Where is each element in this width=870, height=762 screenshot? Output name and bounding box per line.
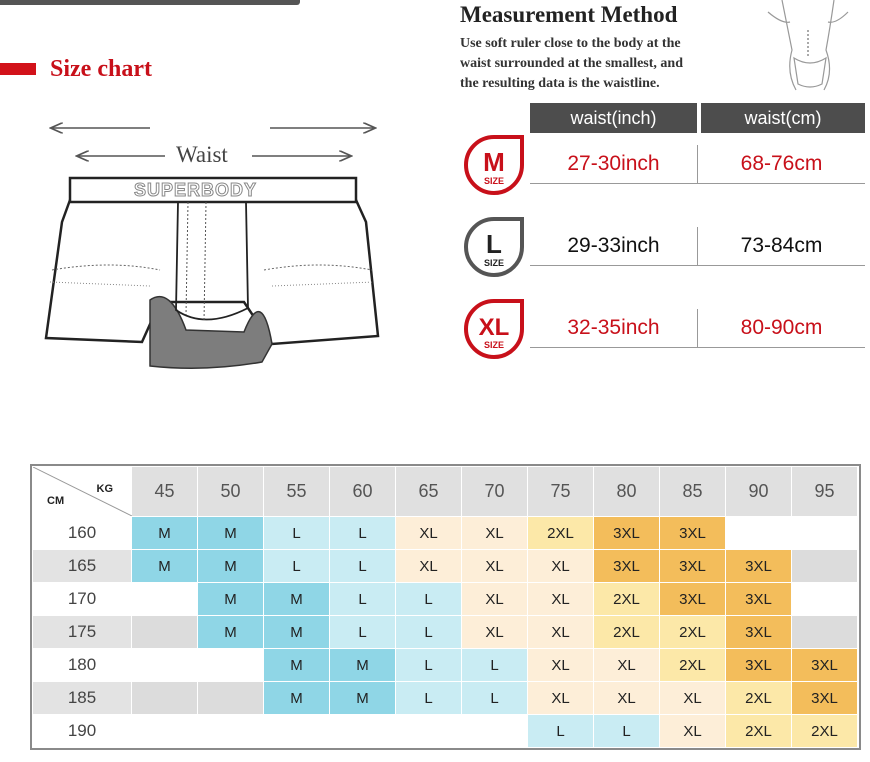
size-cell: 3XL — [660, 583, 726, 616]
size-cell: XL — [594, 649, 660, 682]
size-cell: 3XL — [792, 649, 858, 682]
size-cell: XL — [528, 616, 594, 649]
size-cell: XL — [462, 550, 528, 583]
size-cell: M — [330, 682, 396, 715]
weight-header-cell: 70 — [462, 467, 528, 517]
measurement-method — [460, 2, 760, 94]
empty-size-cell — [198, 715, 264, 748]
measurement-instructions — [460, 34, 760, 94]
size-cell: 3XL — [660, 550, 726, 583]
weight-header-cell: 75 — [528, 467, 594, 517]
empty-size-cell — [132, 649, 198, 682]
size-cell: L — [462, 682, 528, 715]
size-cell: M — [330, 649, 396, 682]
size-m-badge-icon — [460, 131, 528, 201]
height-label-cell: 170 — [33, 583, 132, 616]
waist-size-table — [460, 103, 865, 350]
weight-header-cell: 95 — [792, 467, 858, 517]
size-cell: M — [264, 583, 330, 616]
waist-row-xl — [460, 295, 865, 365]
size-cell: M — [198, 583, 264, 616]
size-xl-badge-icon — [460, 295, 528, 365]
size-cell: XL — [528, 550, 594, 583]
size-cell: L — [396, 616, 462, 649]
instruction-line: waist surrounded at the smallest, and — [460, 56, 683, 71]
badge-size-word: SIZE — [483, 340, 505, 350]
size-cell: 2XL — [594, 583, 660, 616]
measurement-heading: Measurement Method — [460, 2, 678, 27]
brand-wordmark: SUPERBODY — [134, 180, 258, 200]
heading-accent-bar — [0, 63, 36, 75]
weight-header-cell: 80 — [594, 467, 660, 517]
empty-size-cell — [792, 550, 858, 583]
weight-header-cell: 60 — [330, 467, 396, 517]
waist-label: Waist — [176, 142, 228, 167]
weight-header-cell: 85 — [660, 467, 726, 517]
instruction-line: Use soft ruler close to the body at the — [460, 36, 681, 51]
size-chart-label: Size chart — [50, 55, 152, 82]
size-cell: M — [198, 616, 264, 649]
empty-size-cell — [330, 715, 396, 748]
size-cell: 2XL — [726, 715, 792, 748]
size-cell: 2XL — [528, 517, 594, 550]
height-label-cell: 185 — [33, 682, 132, 715]
waist-table-header — [530, 103, 865, 133]
size-cell: 2XL — [594, 616, 660, 649]
waist-inch-value: 32-35inch — [530, 309, 698, 347]
size-cell: L — [330, 517, 396, 550]
waist-inch-value: 27-30inch — [530, 145, 698, 183]
weight-header-row — [33, 467, 858, 517]
size-cell: M — [264, 682, 330, 715]
height-label-cell: 165 — [33, 550, 132, 583]
kg-axis-label: KG — [96, 483, 113, 495]
waist-cm-value: 80-90cm — [740, 316, 823, 339]
size-cell: L — [264, 550, 330, 583]
height-row — [33, 616, 858, 649]
empty-size-cell — [396, 715, 462, 748]
size-cell: 3XL — [726, 583, 792, 616]
size-cell: 3XL — [726, 649, 792, 682]
empty-size-cell — [792, 583, 858, 616]
size-cell: XL — [528, 649, 594, 682]
size-cell: XL — [396, 550, 462, 583]
size-cell: L — [330, 583, 396, 616]
size-cell: XL — [528, 583, 594, 616]
size-cell: L — [462, 649, 528, 682]
size-cell: XL — [528, 682, 594, 715]
height-row — [33, 682, 858, 715]
empty-size-cell — [132, 715, 198, 748]
size-cell: L — [264, 517, 330, 550]
size-cell: M — [198, 550, 264, 583]
size-cell: 2XL — [726, 682, 792, 715]
grid-corner-cell — [33, 467, 132, 517]
size-cell: L — [330, 616, 396, 649]
size-cell: XL — [462, 517, 528, 550]
header-waist-inch: waist(inch) — [530, 103, 697, 133]
size-cell: L — [396, 682, 462, 715]
badge-size-letter: XL — [478, 314, 510, 341]
size-cell: XL — [594, 682, 660, 715]
size-cell: XL — [396, 517, 462, 550]
size-cell: 3XL — [660, 517, 726, 550]
empty-size-cell — [792, 616, 858, 649]
size-cell: M — [264, 649, 330, 682]
size-cell: XL — [660, 682, 726, 715]
size-cell: 2XL — [660, 649, 726, 682]
size-cell: 2XL — [792, 715, 858, 748]
size-cell: M — [132, 550, 198, 583]
height-label-cell: 160 — [33, 517, 132, 550]
size-chart-heading — [0, 54, 152, 84]
waist-cm-value: 73-84cm — [740, 234, 823, 257]
size-cell: M — [132, 517, 198, 550]
size-cell: XL — [462, 583, 528, 616]
size-cell: 2XL — [660, 616, 726, 649]
height-row — [33, 517, 858, 550]
height-label-cell: 190 — [33, 715, 132, 748]
cm-axis-label: CM — [47, 495, 65, 507]
empty-size-cell — [792, 517, 858, 550]
weight-header-cell: 65 — [396, 467, 462, 517]
brief-body — [46, 200, 378, 344]
height-row — [33, 583, 858, 616]
waist-measuring-figure — [760, 0, 850, 92]
badge-size-letter: M — [483, 147, 505, 177]
waist-row-l — [460, 213, 865, 283]
empty-size-cell — [198, 649, 264, 682]
empty-size-cell — [132, 583, 198, 616]
size-cell: L — [330, 550, 396, 583]
size-cell: L — [594, 715, 660, 748]
badge-size-letter: L — [486, 229, 502, 259]
empty-size-cell — [198, 682, 264, 715]
size-cell: 3XL — [726, 550, 792, 583]
size-cell: M — [198, 517, 264, 550]
size-cell: 3XL — [726, 616, 792, 649]
height-row — [33, 649, 858, 682]
badge-size-word: SIZE — [483, 258, 505, 268]
size-cell: 3XL — [594, 550, 660, 583]
header-waist-cm: waist(cm) — [701, 103, 865, 133]
instruction-line: the resulting data is the waistline. — [460, 76, 660, 91]
weight-header-cell: 50 — [198, 467, 264, 517]
size-cell: M — [264, 616, 330, 649]
height-label-cell: 175 — [33, 616, 132, 649]
size-l-badge-icon — [460, 213, 528, 283]
empty-size-cell — [726, 517, 792, 550]
empty-size-cell — [264, 715, 330, 748]
weight-header-cell: 45 — [132, 467, 198, 517]
size-grid-table — [32, 466, 858, 748]
waist-row-m — [460, 131, 865, 201]
height-weight-size-grid — [30, 464, 861, 750]
waist-inch-value: 29-33inch — [530, 227, 698, 265]
empty-size-cell — [132, 616, 198, 649]
height-row — [33, 550, 858, 583]
waist-cm-value: 68-76cm — [740, 152, 823, 175]
empty-size-cell — [132, 682, 198, 715]
weight-header-cell: 55 — [264, 467, 330, 517]
height-row — [33, 715, 858, 748]
size-cell: XL — [660, 715, 726, 748]
top-divider-strip — [0, 0, 300, 5]
size-cell: 3XL — [594, 517, 660, 550]
size-cell: L — [396, 583, 462, 616]
size-cell: XL — [462, 616, 528, 649]
size-cell: L — [396, 649, 462, 682]
empty-size-cell — [462, 715, 528, 748]
height-label-cell: 180 — [33, 649, 132, 682]
badge-size-word: SIZE — [483, 176, 505, 186]
size-cell: 3XL — [792, 682, 858, 715]
weight-header-cell: 90 — [726, 467, 792, 517]
size-cell: L — [528, 715, 594, 748]
